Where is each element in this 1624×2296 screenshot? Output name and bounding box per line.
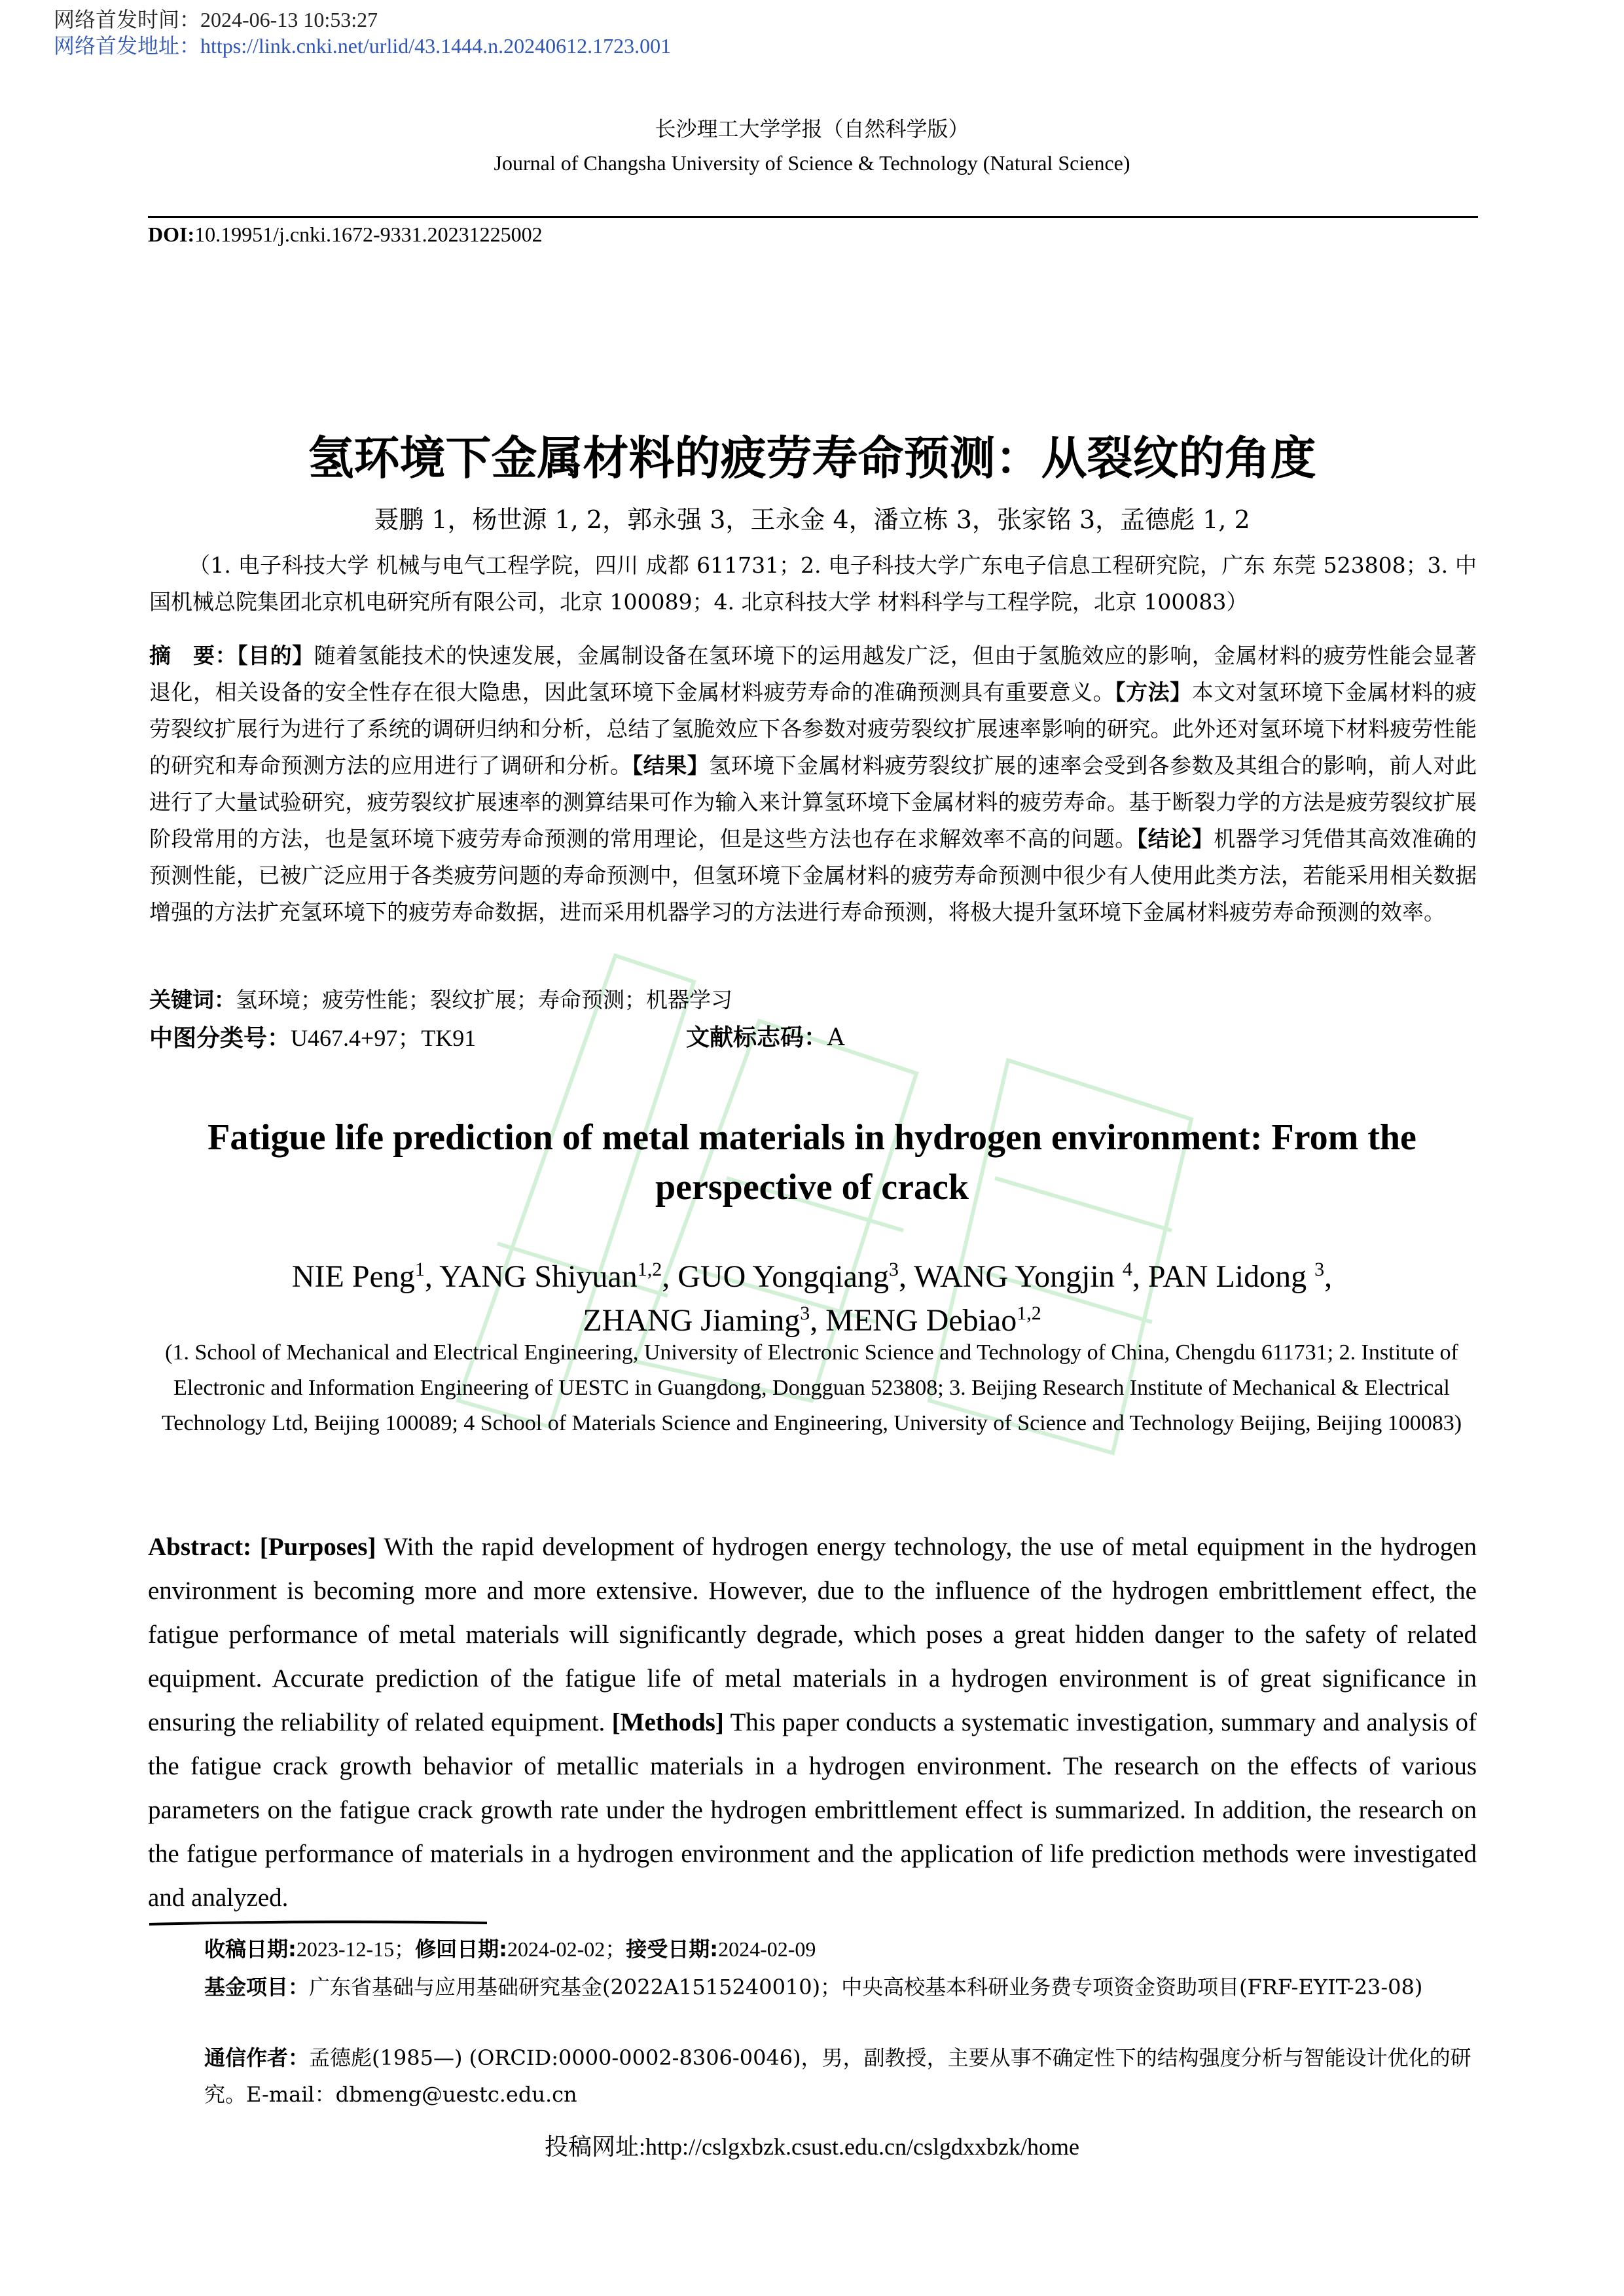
author-en-name: GUO Yongqiang [677, 1259, 889, 1294]
corresponding-author-text: 孟德彪(1985—) (ORCID:0000-0002-8306-0046)，男，副教授，主要从事不确定性下的结构强度分析与智能设计优化的研究。E-mail：dbmeng@uestc.edu.cn [204, 2045, 1471, 2107]
publish-time-label: 网络首发时间： [54, 8, 201, 31]
author-en-affiliation-mark: 4 [1122, 1259, 1132, 1280]
fund-label: 基金项目： [204, 1975, 310, 2000]
doi-value: 10.19951/j.cnki.1672-9331.20231225002 [194, 223, 543, 246]
doc-code-label: 文献标志码： [686, 1024, 828, 1051]
abstract-cn-result-label: 【结果】 [632, 753, 710, 778]
dates-footnote: 收稿日期:2023-12-15；修回日期:2024-02-02；接受日期:2024-02-09 [204, 1937, 816, 1962]
author-en-affiliation-mark: 1,2 [637, 1259, 662, 1280]
affiliation-en: (1. School of Mechanical and Electrical Engineering, University of Electronic Science and Technology of China, Chengdu 611731; 2. Institute of Electronic and Information Engineering of UESTC in Guangdong, Dongguan 523808; 3. Beijing Research Institute of Mechanical & Electrical Technology Ltd, Beijing 100089; 4 School of Materials Science and Engineering, University of Science and Technology Beijing, Beijing 100083) [161, 1340, 1462, 1435]
publish-time [54, 7, 378, 33]
doi-label: DOI: [148, 223, 195, 246]
publish-time-value: 2024-06-13 10:53:27 [200, 8, 378, 31]
author-en-affiliation-mark: 3 [888, 1259, 899, 1280]
fund-footnote [204, 1969, 1487, 2005]
revised-label: 修回日期: [415, 1937, 507, 1962]
author-en-name: PAN Lidong [1147, 1259, 1315, 1294]
author-en-affiliation-mark: 3 [1314, 1259, 1325, 1280]
author-en-name: ZHANG Jiaming [583, 1303, 801, 1338]
abstract-en-method: This paper conducts a systematic investigation, summary and analysis of the fatigue crack growth behavior of metallic materials in a hydrogen environment. The research on the effects of various parameters on the fatigue crack growth rate under the hydrogen embrittlement effect is summarized. In addition, the research on the fatigue performance of materials in a hydrogen environment and the application of life prediction methods were investigated and analyzed. [148, 1708, 1477, 1912]
abstract-en-label: Abstract: [148, 1533, 252, 1561]
abstract-cn-conclusion-label: 【结论】 [1136, 826, 1214, 852]
abstract-en-method-label: [Methods] [611, 1708, 724, 1736]
received-label: 收稿日期: [204, 1937, 297, 1962]
abstract-cn-purpose-label: 【目的】 [237, 643, 314, 668]
abstract-cn-result: 氢环境下金属材料疲劳裂纹扩展的速率会受到各参数及其组合的影响，前人对此进行了大量试验研究，疲劳裂纹扩展速率的测算结果可作为输入来计算氢环境下金属材料的疲劳寿命。基于断裂力学的方法是疲劳裂纹扩展阶段常用的方法，也是氢环境下疲劳寿命预测的常用理论，但是这些方法也存在求解效率不高的问题。 [149, 753, 1477, 852]
abstract-cn-conclusion: 机器学习凭借其高效准确的预测性能，已被广泛应用于各类疲劳问题的寿命预测中，但氢环境下金属材料的疲劳寿命预测中很少有人使用此类方法，若能采用相关数据增强的方法扩充氢环境下的疲劳寿命数据，进而采用机器学习的方法进行寿命预测，将极大提升氢环境下金属材料疲劳寿命预测的效率。 [149, 826, 1477, 925]
fund-text: 广东省基础与应用基础研究基金(2022A1515240010)；中央高校基本科研业务费专项资金资助项目(FRF-EYIT-23-08) [309, 1975, 1423, 2000]
submission-url[interactable]: 投稿网址:http://cslgxbzk.csust.edu.cn/cslgdxxbzk/home [545, 2134, 1079, 2160]
accepted-date: 2024-02-09 [718, 1937, 816, 1961]
abstract-cn [149, 637, 1477, 931]
title-cn: 氢环境下金属材料的疲劳寿命预测：从裂纹的角度 [308, 431, 1316, 485]
author-en-name: MENG Debiao [825, 1303, 1017, 1338]
author-en-affiliation-mark: 1 [414, 1259, 425, 1280]
journal-name-cn: 长沙理工大学学报（自然科学版） [655, 117, 969, 141]
footnote-rule [148, 1918, 488, 1928]
revised-date: 2024-02-02 [507, 1937, 605, 1961]
clc-label: 中图分类号： [149, 1025, 291, 1052]
keywords-cn-value: 氢环境；疲劳性能；裂纹扩展；寿命预测；机器学习 [236, 987, 732, 1013]
received-date: 2023-12-15 [296, 1937, 395, 1961]
doi [148, 223, 543, 247]
journal-name-en: Journal of Changsha University of Science & Technology (Natural Science) [494, 151, 1130, 175]
title-en: Fatigue life prediction of metal materials in hydrogen environment: From the perspective of crack [208, 1117, 1416, 1208]
author-en-name: NIE Peng [291, 1259, 415, 1294]
abstract-en [148, 1525, 1477, 1920]
authors-cn: 聂鹏 1，杨世源 1, 2，郭永强 3，王永金 4，潘立栋 3，张家铭 3，孟德彪 1, 2 [374, 505, 1250, 534]
abstract-cn-method: 本文对氢环境下金属材料的疲劳裂纹扩展行为进行了系统的调研归纳和分析，总结了氢脆效应下各参数对疲劳裂纹扩展速率影响的研究。此外还对氢环境下材料疲劳性能的研究和寿命预测方法的应用进行了调研和分析。 [149, 679, 1477, 778]
corresponding-author-label: 通信作者： [204, 2045, 310, 2070]
keywords-cn-label: 关键词： [149, 987, 236, 1013]
author-en-affiliation-mark: 1,2 [1017, 1302, 1041, 1324]
author-en-name: WANG Yongjin [914, 1259, 1123, 1294]
header-rule [148, 216, 1478, 218]
classification [149, 1020, 1477, 1057]
abstract-cn-method-label: 【方法】 [1115, 679, 1192, 705]
abstract-cn-purpose: 随着氢能技术的快速发展，金属制设备在氢环境下的运用越发广泛，但由于氢脆效应的影响，金属材料的疲劳性能会显著退化，相关设备的安全性存在很大隐患，因此氢环境下金属材料疲劳寿命的准确预测具有重要意义。 [149, 643, 1477, 705]
abstract-cn-label: 摘 要： [149, 643, 238, 668]
keywords-cn [149, 982, 1477, 1018]
affiliation-cn: （1. 电子科技大学 机械与电气工程学院，四川 成都 611731；2. 电子科技大学广东电子信息工程研究院，广东 东莞 523808；3. 中国机械总院集团北京机电研究所有限公司，北京 100089；4. 北京科技大学 材料科学与工程学院，北京 100083） [149, 552, 1477, 615]
author-en-name: YANG Shiyuan [439, 1259, 638, 1294]
doc-code [686, 1020, 844, 1056]
author-en-affiliation-mark: 3 [800, 1302, 810, 1324]
authors-en: NIE Peng$^1$, YANG Shiyuan$^{1,2}$, GUO Yongqiang$^3$, WANG Yongjin $^4$, PAN Lidong $^3$, ZHANG Jiaming$^3$, MENG Debiao$^{1,2}$ [291, 1259, 1333, 1338]
doc-code-value: A [827, 1024, 845, 1051]
publish-url-link[interactable]: https://link.cnki.net/urlid/43.1444.n.20240612.1723.001 [200, 34, 672, 58]
publish-url-label: 网络首发地址： [54, 34, 201, 58]
publish-url [54, 33, 671, 59]
clc-value: U467.4+97；TK91 [291, 1025, 477, 1051]
abstract-en-purpose-label: [Purposes] [259, 1533, 376, 1561]
author-footnote [204, 2039, 1487, 2113]
accepted-label: 接受日期: [626, 1937, 719, 1962]
abstract-en-purpose: With the rapid development of hydrogen energy technology, the use of metal equipment in the hydrogen environment is becoming more and more extensive. However, due to the influence of the hydrogen embrittlement effect, the fatigue performance of metal materials will significantly degrade, which poses a great hidden danger to the safety of related equipment. Accurate prediction of the fatigue life of metal materials in a hydrogen environment is of great significance in ensuring the reliability of related equipment. [148, 1533, 1477, 1736]
